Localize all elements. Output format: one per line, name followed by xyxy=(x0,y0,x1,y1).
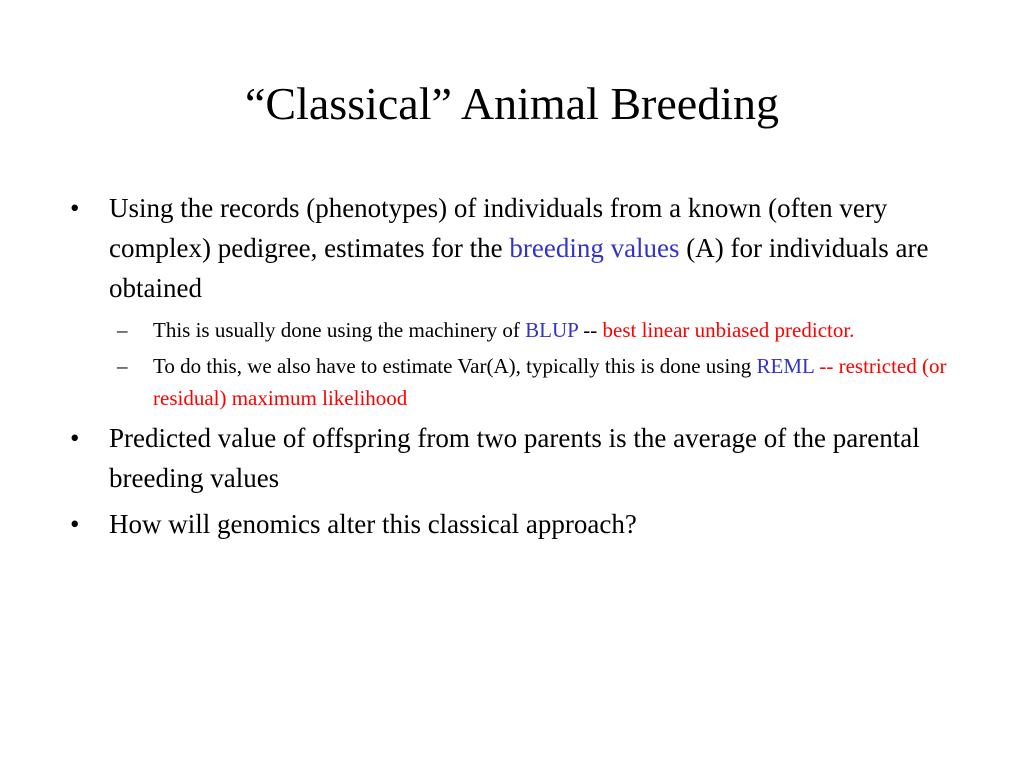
bullet-3-text: How will genomics alter this classical approach? xyxy=(109,509,637,539)
bullet-2-text: Predicted value of offspring from two parents is the average of the parental breeding values xyxy=(109,423,920,493)
sub-bullet-2 xyxy=(109,350,950,414)
reml-definition: -- restricted (or residual) maximum likelihood xyxy=(153,354,947,410)
blup-term: BLUP xyxy=(525,318,579,342)
bullet-item-2 xyxy=(70,418,950,498)
reml-term: REML xyxy=(756,354,815,378)
breeding-values-term: breeding values xyxy=(509,233,680,263)
bullet-icon: • xyxy=(70,423,80,453)
bullet-icon: • xyxy=(70,193,80,223)
sub-1-separator: -- xyxy=(578,318,603,342)
bullet-item-1 xyxy=(70,188,950,308)
dash-icon: – xyxy=(117,354,128,378)
dash-icon: – xyxy=(117,318,128,342)
bullet-item-3 xyxy=(70,504,950,544)
slide-body xyxy=(70,188,950,550)
sub-2-text-1: To do this, we also have to estimate Var(A), typically this is done using xyxy=(153,354,757,378)
bullet-1-text-1: Using the records (phenotypes) of individuals from a known (often very complex) pedigree, estimates for the xyxy=(109,193,888,263)
sub-1-text-1: This is usually done using the machinery of xyxy=(153,318,526,342)
slide-title: “Classical” Animal Breeding xyxy=(245,78,779,129)
bullet-icon: • xyxy=(70,509,80,539)
sub-bullet-1 xyxy=(109,314,950,346)
blup-definition: best linear unbiased predictor. xyxy=(602,318,855,342)
bullet-1-text-2: (A) for individuals are obtained xyxy=(109,233,929,303)
